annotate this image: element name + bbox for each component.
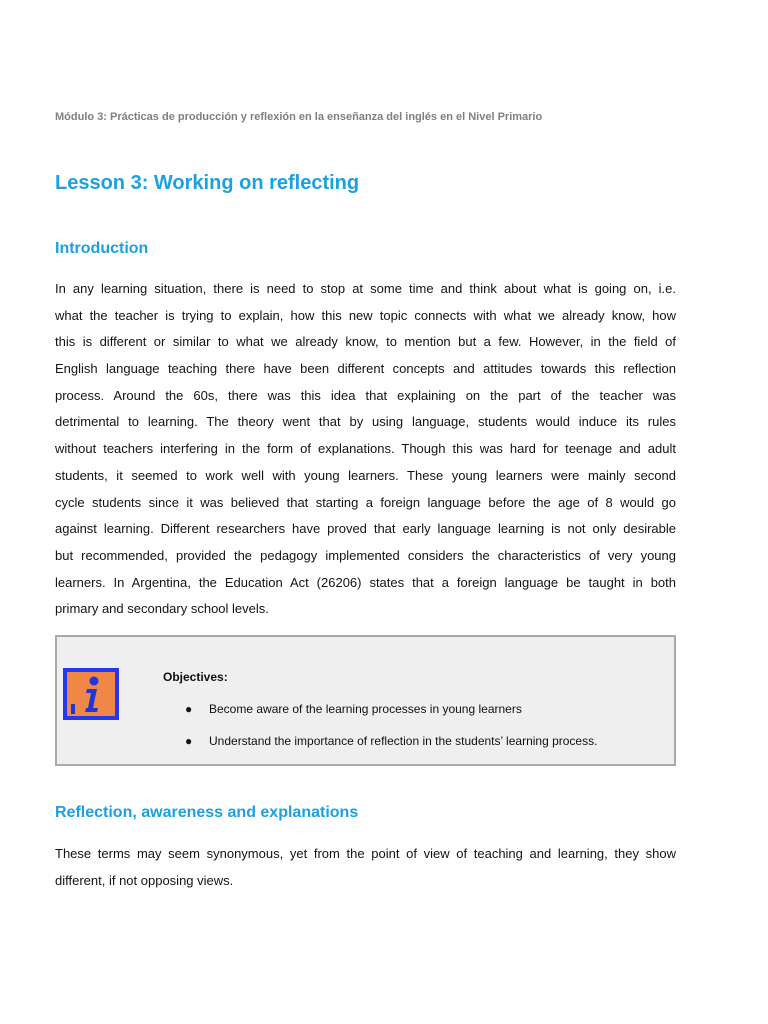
paragraph-line: this is different or similar to what we already know, to mention but a few. However, in the field of (55, 334, 676, 350)
objectives-box (55, 635, 676, 766)
objective-text: Become aware of the learning processes in young learners (209, 702, 522, 716)
paragraph-line: without teachers interfering in the form of explanations. Though this was hard for teenage and adult (55, 441, 676, 457)
info-icon (63, 668, 119, 720)
paragraph-line: These terms may seem synonymous, yet from the point of view of teaching and learning, they show (55, 846, 676, 861)
paragraph-line: students, it seemed to work well with young learners. These young learners were mainly second (55, 467, 676, 483)
paragraph-line: but recommended, provided the pedagogy implemented considers the characteristics of very young (55, 547, 676, 563)
paragraph-line: English language teaching there have been different concepts and attitudes towards this reflection (55, 361, 676, 377)
objective-text: Understand the importance of reflection in the students’ learning process. (209, 734, 598, 748)
objective-item (185, 701, 522, 717)
introduction-paragraph (55, 276, 676, 623)
introduction-heading: Introduction (55, 240, 149, 257)
bullet: ● (185, 734, 193, 748)
module-header: Módulo 3: Prácticas de producción y reflexión en la enseñanza del inglés en el Nivel Primario (55, 111, 543, 123)
reflection-paragraph (55, 841, 676, 894)
paragraph-line: process. Around the 60s, there was this idea that explaining on the part of the teacher was (55, 387, 676, 403)
paragraph-line: primary and secondary school levels. (55, 601, 269, 617)
paragraph-line: what the teacher is trying to explain, how this new topic connects with what we already know, how (55, 307, 676, 323)
objectives-heading: Objectives: (163, 670, 228, 684)
lesson-title: Lesson 3: Working on reflecting (55, 172, 360, 194)
reflection-section-heading: Reflection, awareness and explanations (55, 804, 359, 821)
objective-item (185, 733, 597, 749)
paragraph-line: In any learning situation, there is need to stop at some time and think about what is going on, i.e. (55, 281, 676, 296)
paragraph-line: detrimental to learning. The theory went that by using language, students would induce its rules (55, 414, 676, 430)
paragraph-line: learners. In Argentina, the Education Act (26206) states that a foreign language be taught in both (55, 574, 676, 590)
paragraph-line: different, if not opposing views. (55, 872, 234, 888)
bullet: ● (185, 702, 193, 716)
paragraph-line: against learning. Different researchers have proved that early language learning is not only desirable (55, 521, 676, 537)
paragraph-line: cycle students since it was believed that starting a foreign language before the age of 8 would go (55, 494, 676, 510)
